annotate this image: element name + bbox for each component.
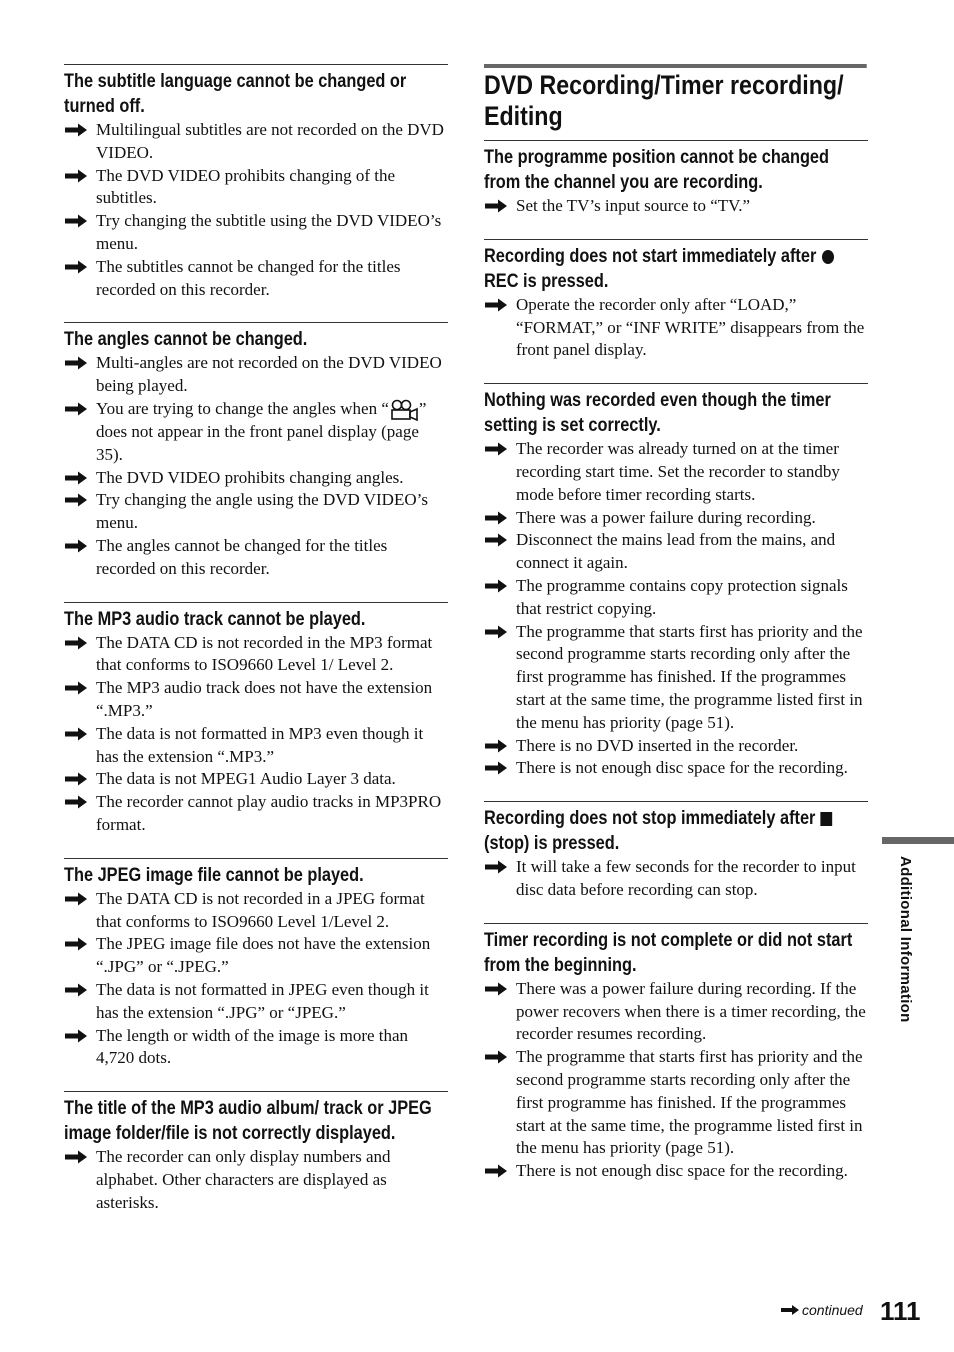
solution-item: The subtitles cannot be changed for the titles recorded on this recorder. xyxy=(64,256,448,302)
solution-item: The data is not formatted in JPEG even though it has the extension “.JPG” or “JPEG.” xyxy=(64,979,448,1025)
arrow-bullet-icon xyxy=(64,1150,88,1164)
arrow-bullet-icon xyxy=(484,442,508,456)
solution-item: The data is not formatted in MP3 even though it has the extension “.MP3.” xyxy=(64,723,448,769)
camera-angle-icon xyxy=(389,399,419,421)
arrow-bullet-icon xyxy=(64,493,88,507)
arrow-bullet-icon xyxy=(64,681,88,695)
troubleshooting-section xyxy=(484,923,868,1183)
arrow-bullet-icon xyxy=(64,402,88,416)
arrow-bullet-icon xyxy=(64,539,88,553)
arrow-bullet-icon xyxy=(64,1029,88,1043)
arrow-bullet-icon xyxy=(64,169,88,183)
solution-item: The recorder was already turned on at the timer recording start time. Set the recorder to standby mode before timer recording starts. xyxy=(484,438,868,506)
section-heading: The JPEG image file cannot be played. xyxy=(64,864,364,886)
troubleshooting-section xyxy=(484,801,868,902)
troubleshooting-section xyxy=(484,383,868,780)
right-column xyxy=(484,64,868,1183)
solution-item: The MP3 audio track does not have the extension “.MP3.” xyxy=(64,677,448,723)
solution-item: The DVD VIDEO prohibits changing angles. xyxy=(64,467,448,490)
arrow-bullet-icon xyxy=(64,123,88,137)
solution-item: The DVD VIDEO prohibits changing of the subtitles. xyxy=(64,165,448,211)
arrow-bullet-icon xyxy=(484,761,508,775)
continued-label: continued xyxy=(802,1302,863,1318)
solution-list xyxy=(484,294,868,362)
solution-item: The angles cannot be changed for the titles recorded on this recorder. xyxy=(64,535,448,581)
troubleshooting-section xyxy=(64,64,448,301)
arrow-bullet-icon xyxy=(64,214,88,228)
solution-list xyxy=(484,978,868,1183)
solution-item: You are trying to change the angles when “ ” does not appear in the front panel display (page 35). xyxy=(64,398,448,467)
stop-square-icon xyxy=(820,812,832,826)
right-sections xyxy=(484,140,868,1183)
section-heading: The programme position cannot be changed from the channel you are recording. xyxy=(484,147,829,193)
solution-item: The programme that starts first has priority and the second programme starts recording only after the first programme has finished. If the programmes start at the same time, the programme listed first in the menu has priority (page 51). xyxy=(484,621,868,735)
section-heading: The subtitle language cannot be changed or turned off. xyxy=(64,71,407,117)
solution-item: Disconnect the mains lead from the mains, and connect it again. xyxy=(484,529,868,575)
arrow-bullet-icon xyxy=(484,982,508,996)
solution-item: There was a power failure during recording. xyxy=(484,507,868,530)
section-heading: Timer recording is not complete or did not start from the beginning. xyxy=(484,929,853,976)
left-column xyxy=(64,64,448,1215)
arrow-bullet-icon xyxy=(484,625,508,639)
arrow-bullet-icon xyxy=(484,1164,508,1178)
solution-list xyxy=(64,632,448,837)
arrow-bullet-icon xyxy=(64,772,88,786)
solution-item: The length or width of the image is more than 4,720 dots. xyxy=(64,1025,448,1071)
solution-item: There is no DVD inserted in the recorder. xyxy=(484,735,868,758)
side-tab-bar xyxy=(882,837,954,844)
solution-item: The recorder can only display numbers and alphabet. Other characters are displayed as asterisks. xyxy=(64,1146,448,1214)
solution-list xyxy=(484,195,868,218)
section-title: DVD Recording/Timer recording/ Editing xyxy=(484,64,867,132)
solution-item: The JPEG image file does not have the extension “.JPG” or “.JPEG.” xyxy=(64,933,448,979)
arrow-bullet-icon xyxy=(484,1050,508,1064)
troubleshooting-section xyxy=(64,602,448,837)
arrow-bullet-icon xyxy=(484,298,508,312)
solution-item: There is not enough disc space for the recording. xyxy=(484,1160,868,1183)
arrow-bullet-icon xyxy=(64,636,88,650)
continued-arrow-icon xyxy=(780,1304,800,1316)
arrow-bullet-icon xyxy=(484,199,508,213)
solution-item: The DATA CD is not recorded in the MP3 format that conforms to ISO9660 Level 1/ Level 2. xyxy=(64,632,448,678)
solution-list xyxy=(64,352,448,580)
solution-item: Multi-angles are not recorded on the DVD VIDEO being played. xyxy=(64,352,448,398)
section-heading: Recording does not stop immediately after (stop) is pressed. xyxy=(484,806,867,856)
solution-item: The recorder cannot play audio tracks in MP3PRO format. xyxy=(64,791,448,837)
solution-item: The programme contains copy protection signals that restrict copying. xyxy=(484,575,868,621)
solution-item: Try changing the angle using the DVD VIDEO’s menu. xyxy=(64,489,448,535)
troubleshooting-section xyxy=(484,239,868,362)
solution-item: The DATA CD is not recorded in a JPEG format that conforms to ISO9660 Level 1/Level 2. xyxy=(64,888,448,934)
troubleshooting-section xyxy=(64,1091,448,1214)
arrow-bullet-icon xyxy=(64,983,88,997)
solution-list xyxy=(484,438,868,780)
solution-list xyxy=(64,1146,448,1214)
section-heading: Nothing was recorded even though the timer setting is set correctly. xyxy=(484,390,831,437)
arrow-bullet-icon xyxy=(64,795,88,809)
solution-item: There is not enough disc space for the recording. xyxy=(484,757,868,780)
arrow-bullet-icon xyxy=(64,892,88,906)
arrow-bullet-icon xyxy=(484,511,508,525)
arrow-bullet-icon xyxy=(64,937,88,951)
solution-item: There was a power failure during recording. If the power recovers when there is a timer recording, the recorder resumes recording. xyxy=(484,978,868,1046)
arrow-bullet-icon xyxy=(64,260,88,274)
section-heading: Recording does not start immediately after REC is pressed. xyxy=(484,244,867,294)
arrow-bullet-icon xyxy=(64,356,88,370)
arrow-bullet-icon xyxy=(484,860,508,874)
troubleshooting-section xyxy=(64,858,448,1070)
solution-list xyxy=(484,856,868,902)
arrow-bullet-icon xyxy=(484,533,508,547)
arrow-bullet-icon xyxy=(64,471,88,485)
record-dot-icon xyxy=(821,249,835,265)
solution-item: Try changing the subtitle using the DVD VIDEO’s menu. xyxy=(64,210,448,256)
troubleshooting-section xyxy=(64,322,448,580)
solution-item: Operate the recorder only after “LOAD,” “FORMAT,” or “INF WRITE” disappears from the front panel display. xyxy=(484,294,868,362)
solution-item: The programme that starts first has priority and the second programme starts recording only after the first programme has finished. If the programmes start at the same time, the programme listed first in the menu has priority (page 51). xyxy=(484,1046,868,1160)
section-heading: The angles cannot be changed. xyxy=(64,329,308,351)
continued-note xyxy=(780,1302,863,1318)
side-tab-label: Additional Information xyxy=(897,856,914,1023)
solution-item: Multilingual subtitles are not recorded on the DVD VIDEO. xyxy=(64,119,448,165)
solution-item: It will take a few seconds for the recorder to input disc data before recording can stop. xyxy=(484,856,868,902)
solution-item: Set the TV’s input source to “TV.” xyxy=(484,195,868,218)
arrow-bullet-icon xyxy=(484,579,508,593)
page-number: 111 xyxy=(880,1296,921,1326)
solution-list xyxy=(64,888,448,1070)
solution-list xyxy=(64,119,448,301)
section-heading: The MP3 audio track cannot be played. xyxy=(64,608,366,630)
arrow-bullet-icon xyxy=(64,727,88,741)
troubleshooting-section xyxy=(484,140,868,218)
section-heading: The title of the MP3 audio album/ track or JPEG image folder/file is not correctly displayed. xyxy=(64,1098,432,1145)
arrow-bullet-icon xyxy=(484,739,508,753)
solution-item: The data is not MPEG1 Audio Layer 3 data. xyxy=(64,768,448,791)
